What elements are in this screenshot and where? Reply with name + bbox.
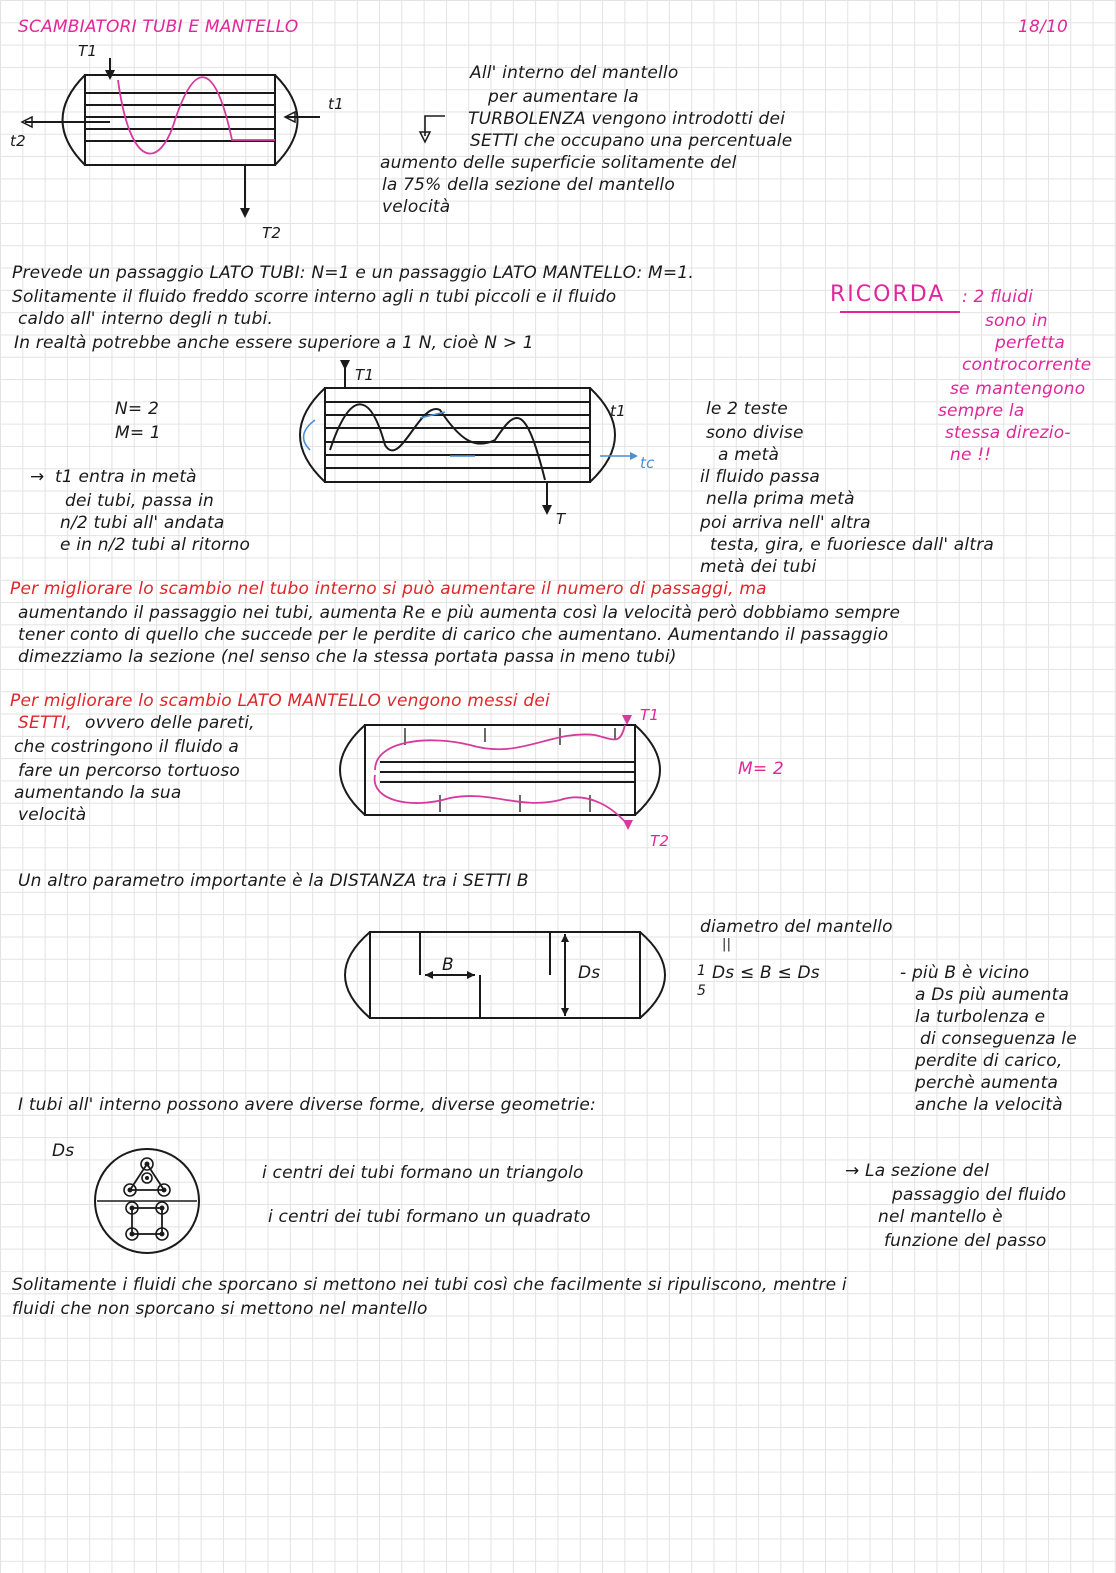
side-note: perchè aumenta <box>915 1073 1059 1093</box>
para1-line: Prevede un passaggio LATO TUBI: N=1 e un passaggio LATO MANTELLO: M=1. <box>12 263 694 283</box>
note-line: All' interno del mantello <box>470 63 679 83</box>
tube-layout-icon <box>92 1146 202 1256</box>
diagram2-right-note: il fluido passa <box>700 467 820 487</box>
note-line: per aumentare la <box>488 87 639 107</box>
para2-line: tener conto di quello che succede per le perdite di carico che aumentano. Aumentando il passaggio <box>18 625 889 645</box>
side-note: anche la velocità <box>915 1095 1063 1115</box>
para2-line: dimezziamo la sezione (nel senso che la stessa portata passa in meno tubi) <box>18 647 677 667</box>
note-line: TURBOLENZA vengono introdotti dei <box>468 109 786 129</box>
ricorda-title: RICORDA <box>830 282 946 307</box>
side-note: - più B è vicino <box>900 963 1030 983</box>
side-note: → La sezione del <box>845 1161 990 1181</box>
heat-exchanger-diagram-4 <box>325 920 705 1030</box>
para1-line: In realtà potrebbe anche essere superiore a 1 N, cioè N > 1 <box>14 333 534 353</box>
para3-red: Per migliorare lo scambio LATO MANTELLO vengono messi dei <box>10 691 550 711</box>
diameter-label: diametro del mantello <box>700 917 893 937</box>
diagram2-right-note: sono divise <box>706 423 804 443</box>
ricorda-line: ne !! <box>950 445 992 465</box>
para3-red2: SETTI, <box>18 713 72 733</box>
heat-exchanger-diagram-1 <box>0 0 340 240</box>
diagram2-right-note: metà dei tubi <box>700 557 817 577</box>
label-T2: T2 <box>650 832 670 850</box>
inequality: Ds ≤ B ≤ Ds <box>712 963 820 983</box>
label-T2: T2 <box>262 224 282 242</box>
label-T1: T1 <box>640 706 660 724</box>
label-T1: T1 <box>78 42 98 60</box>
note-line: SETTI che occupano una percentuale <box>470 131 793 151</box>
side-note: di conseguenza le <box>920 1029 1077 1049</box>
triangle-layout: i centri dei tubi formano un triangolo <box>262 1163 584 1183</box>
label-B: B <box>442 955 454 975</box>
label-t1: t1 <box>328 95 344 113</box>
para6-line: Solitamente i fluidi che sporcano si mettono nei tubi così che facilmente si ripuliscono, mentre i <box>12 1275 847 1295</box>
heat-exchanger-diagram-2 <box>270 360 670 530</box>
para4-text: Un altro parametro importante è la DISTANZA tra i SETTI B <box>18 871 529 891</box>
para3-line: che costringono il fluido a <box>14 737 239 757</box>
side-note: a Ds più aumenta <box>915 985 1070 1005</box>
label-T1: T1 <box>355 366 375 384</box>
note-line: velocità <box>382 197 451 217</box>
diagram2-right-note: testa, gira, e fuoriesce dall' altra <box>710 535 995 555</box>
square-layout: i centri dei tubi formano un quadrato <box>268 1207 591 1227</box>
diagram2-right-note: a metà <box>718 445 780 465</box>
equals-mark: || <box>722 937 732 952</box>
diagram2-right-note: poi arriva nell' altra <box>700 513 871 533</box>
para1-line: caldo all' interno degli n tubi. <box>18 309 274 329</box>
para3-line: ovvero delle pareti, <box>85 713 255 733</box>
note-line: aumento delle superficie solitamente del <box>380 153 737 173</box>
label-T: T <box>556 510 566 528</box>
para3-line: fare un percorso tortuoso <box>18 761 240 781</box>
para3-line: aumentando la sua <box>14 783 182 803</box>
label-M: M= 2 <box>738 759 784 779</box>
label-tc: tc <box>640 454 655 472</box>
para5-text: I tubi all' interno possono avere diverse forme, diverse geometrie: <box>18 1095 596 1115</box>
diagram2-left-note: e in n/2 tubi al ritorno <box>60 535 251 555</box>
label-Ds: Ds <box>578 963 601 983</box>
note-arrow-icon <box>415 110 455 150</box>
side-note: la turbolenza e <box>915 1007 1046 1027</box>
side-note: perdite di carico, <box>915 1051 1063 1071</box>
label-t2: t2 <box>10 132 26 150</box>
diagram2-right-note: nella prima metà <box>706 489 855 509</box>
ricorda-line: controcorrente <box>962 355 1092 375</box>
para2-line: aumentando il passaggio nei tubi, aumenta Re e più aumenta così la velocità però dobbiamo sempre <box>18 603 901 623</box>
label-N: N= 2 <box>115 399 159 419</box>
ricorda-line: se mantengono <box>950 379 1086 399</box>
ricorda-line: : 2 fluidi <box>962 287 1034 307</box>
arrow-icon: → <box>30 467 45 487</box>
side-note: funzione del passo <box>884 1231 1047 1251</box>
para1-line: Solitamente il fluido freddo scorre interno agli n tubi piccoli e il fluido <box>12 287 617 307</box>
side-note: nel mantello è <box>878 1207 1003 1227</box>
note-line: la 75% della sezione del mantello <box>382 175 675 195</box>
para6-line: fluidi che non sporcano si mettono nel mantello <box>12 1299 428 1319</box>
diagram2-left-note: dei tubi, passa in <box>65 491 214 511</box>
ricorda-underline <box>840 311 960 313</box>
para2-red: Per migliorare lo scambio nel tubo interno si può aumentare il numero di passaggi, ma <box>10 579 767 599</box>
page-title: SCAMBIATORI TUBI E MANTELLO <box>18 17 299 37</box>
diagram2-left-note: t1 entra in metà <box>55 467 197 487</box>
frac-den: 5 <box>697 983 707 999</box>
frac-num: 1 <box>697 963 707 979</box>
ricorda-line: stessa direzio- <box>945 423 1071 443</box>
label-t1: t1 <box>610 402 626 420</box>
diagram2-left-note: n/2 tubi all' andata <box>60 513 225 533</box>
ricorda-line: sono in <box>985 311 1048 331</box>
ricorda-line: perfetta <box>995 333 1066 353</box>
ricorda-line: sempre la <box>938 401 1025 421</box>
label-M: M= 1 <box>115 423 161 443</box>
diagram2-right-note: le 2 teste <box>706 399 788 419</box>
para3-line: velocità <box>18 805 87 825</box>
side-note: passaggio del fluido <box>892 1185 1067 1205</box>
page-date: 18/10 <box>1018 17 1068 37</box>
label-Ds: Ds <box>52 1141 75 1161</box>
